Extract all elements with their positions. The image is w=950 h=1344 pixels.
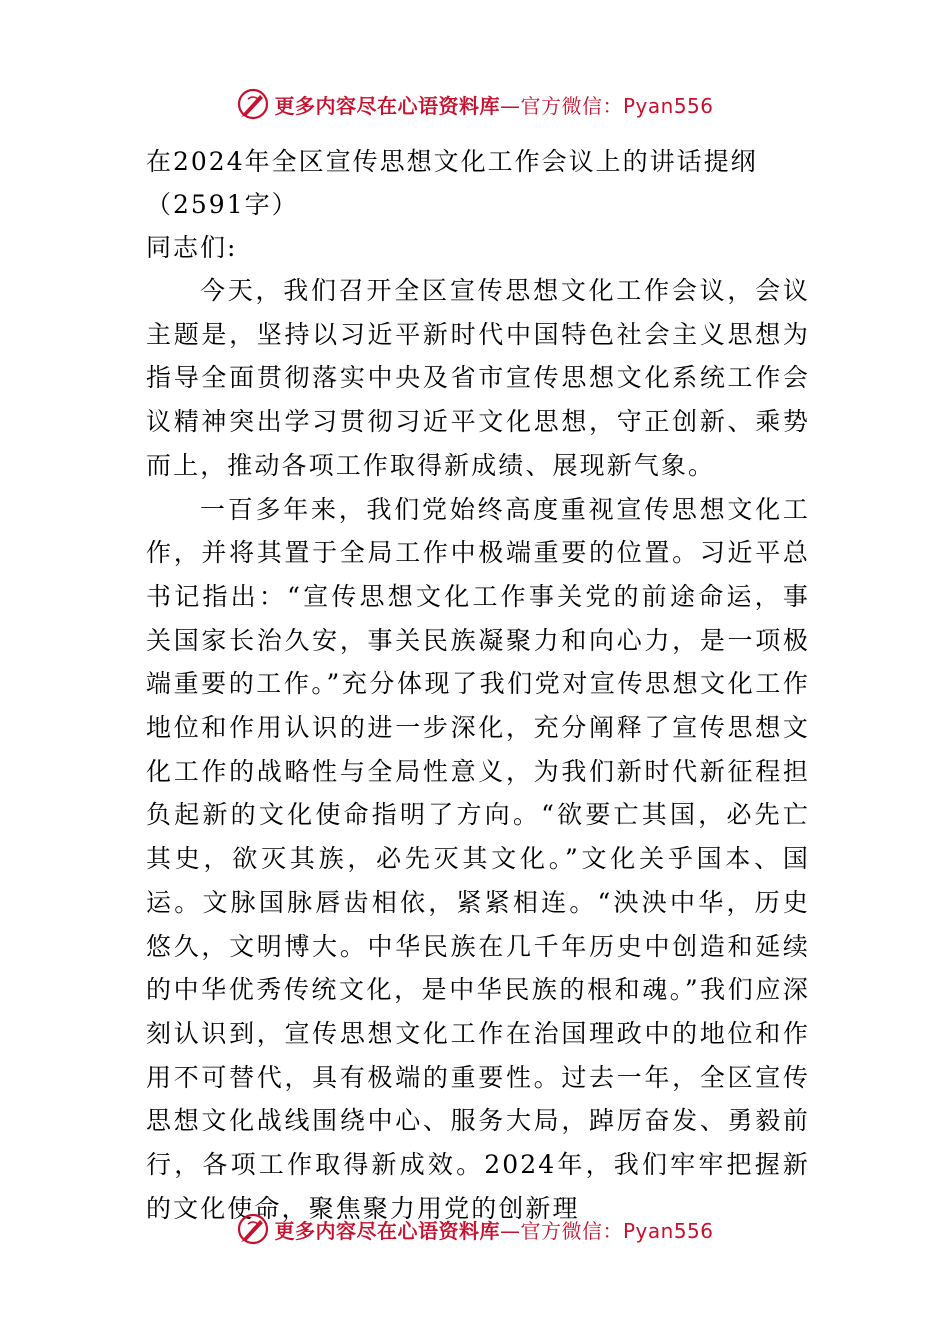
salutation: 同志们: <box>146 233 238 262</box>
paragraph: 今天，我们召开全区宣传思想文化工作会议，会议主题是，坚持以习近平新时代中国特色社会主义思想为指导全面贯彻落实中央及省市宣传思想文化系统工作会议精神突出学习贯彻习近平文化思想，守正创新、乘势而上，推动各项工作取得新成绩、展现新气象。 <box>146 276 810 480</box>
banner-brand: 更多内容尽在心语资料库 <box>274 1218 500 1243</box>
banner-text <box>274 90 713 119</box>
banner-brand: 更多内容尽在心语资料库 <box>274 93 500 118</box>
banner-dash: — <box>499 93 521 118</box>
banner-wechat-id: Pyan556 <box>622 1218 714 1243</box>
document-body <box>146 140 810 1230</box>
header-banner <box>0 84 950 124</box>
pen-circle-logo-icon <box>236 1212 270 1246</box>
banner-wechat-id: Pyan556 <box>622 93 714 118</box>
document-title: 在2024年全区宣传思想文化工作会议上的讲话提纲（2591字） <box>146 147 758 219</box>
pen-circle-logo-icon <box>236 87 270 121</box>
banner-wechat-label: 官方微信： <box>520 1218 623 1243</box>
paragraph: 一百多年来，我们党始终高度重视宣传思想文化工作，并将其置于全局工作中极端重要的位置。习近平总书记指出：“宣传思想文化工作事关党的前途命运，事关国家长治久安，事关民族凝聚力和向心力，是一项极端重要的工作。”充分体现了我们党对宣传思想文化工作地位和作用认识的进一步深化，充分阐释了宣传思想文化工作的战略性与全局性意义，为我们新时代新征程担负起新的文化使命指明了方向。“欲要亡其国，必先亡其史，欲灭其族，必先灭其文化。”文化关乎国本、国运。文脉国脉唇齿相依，紧紧相连。“泱泱中华，历史悠久，文明博大。中华民族在几千年历史中创造和延续的中华优秀传统文化，是中华民族的根和魂。”我们应深刻认识到，宣传思想文化工作在治国理政中的地位和作用不可替代，具有极端的重要性。过去一年，全区宣传思想文化战线围绕中心、服务大局，踔厉奋发、勇毅前行，各项工作取得新成效。2024年，我们牢牢把握新的文化使命，聚焦聚力用党的创新理 <box>146 494 810 1223</box>
footer-banner <box>0 1209 950 1249</box>
banner-text <box>274 1215 713 1244</box>
banner-dash: — <box>499 1218 521 1243</box>
banner-wechat-label: 官方微信： <box>520 93 623 118</box>
